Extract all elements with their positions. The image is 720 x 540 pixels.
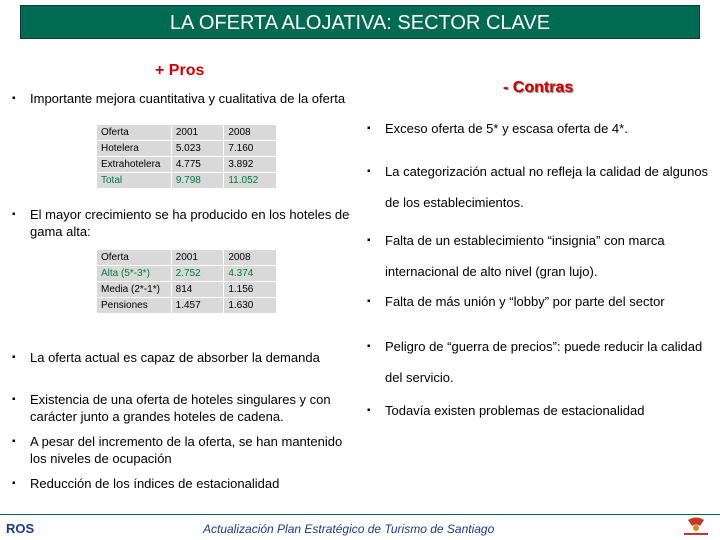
contras-bullet-2: ▪ La categorización actual no refleja la calidad de algunos de los establecimientos. bbox=[367, 156, 712, 218]
table-row bbox=[97, 282, 277, 298]
table-cell: 9.798 bbox=[171, 173, 224, 189]
table-header-cell: 2001 bbox=[171, 250, 224, 266]
bullet-dot-icon: ▪ bbox=[367, 166, 371, 177]
bullet-dot-icon: ▪ bbox=[367, 235, 371, 246]
table-row bbox=[97, 266, 277, 282]
table-header-row bbox=[97, 250, 277, 266]
pros-bullet-1: ▪ Importante mejora cuantitativa y cualitativa de la oferta bbox=[12, 91, 346, 106]
bullet-dot-icon: ▪ bbox=[12, 352, 16, 363]
bullet-dot-icon: ▪ bbox=[367, 341, 371, 352]
bullet-dot-icon: ▪ bbox=[12, 209, 16, 220]
bullet-dot-icon: ▪ bbox=[367, 405, 371, 416]
table-cell: 1.156 bbox=[224, 282, 277, 298]
table-row bbox=[97, 141, 277, 157]
slide-title: LA OFERTA ALOJATIVA: SECTOR CLAVE bbox=[20, 5, 700, 39]
table-row bbox=[97, 157, 277, 173]
table-cell: Pensiones bbox=[97, 298, 172, 314]
santiago-logo-icon bbox=[676, 516, 716, 538]
table-header-cell: Oferta bbox=[97, 125, 172, 141]
table-row bbox=[97, 173, 277, 189]
contras-bullet-6: ▪ Todavía existen problemas de estacionalidad bbox=[367, 403, 645, 418]
table-row bbox=[97, 298, 277, 314]
pros-bullet-4: ▪ Existencia de una oferta de hoteles singulares y con carácter junto a grandes hoteles de cadena. bbox=[12, 392, 331, 424]
contras-bullet-1: ▪ Exceso oferta de 5* y escasa oferta de 4*. bbox=[367, 121, 628, 136]
table-header-row bbox=[97, 125, 277, 141]
footer-caption: Actualización Plan Estratégico de Turismo de Santiago bbox=[203, 522, 495, 536]
table-cell: 5.023 bbox=[171, 141, 224, 157]
bullet-dot-icon: ▪ bbox=[12, 478, 16, 489]
bullet-dot-icon: ▪ bbox=[367, 296, 371, 307]
table-cell: 7.160 bbox=[224, 141, 277, 157]
oferta-table-2 bbox=[96, 249, 277, 314]
pros-bullet-3: ▪ La oferta actual es capaz de absorber la demanda bbox=[12, 350, 320, 365]
bullet-dot-icon: ▪ bbox=[12, 93, 16, 104]
table-cell: 4.374 bbox=[224, 266, 277, 282]
oferta-table-1 bbox=[96, 124, 277, 189]
table-cell: Total bbox=[97, 173, 172, 189]
table-cell: Media (2*-1*) bbox=[97, 282, 172, 298]
bullet-dot-icon: ▪ bbox=[367, 123, 371, 134]
table-header-cell: Oferta bbox=[97, 250, 172, 266]
pros-bullet-6: ▪ Reducción de los índices de estacionalidad bbox=[12, 476, 280, 491]
table-cell: 2.752 bbox=[171, 266, 224, 282]
table-cell: Alta (5*-3*) bbox=[97, 266, 172, 282]
table-cell: 4.775 bbox=[171, 157, 224, 173]
contras-heading: - Contras bbox=[503, 79, 574, 96]
footer-divider bbox=[0, 514, 720, 515]
pros-bullet-5: ▪ A pesar del incremento de la oferta, se han mantenido los niveles de ocupación bbox=[12, 434, 343, 466]
table-header-cell: 2008 bbox=[224, 125, 277, 141]
table-cell: 3.892 bbox=[224, 157, 277, 173]
bullet-dot-icon: ▪ bbox=[12, 436, 16, 447]
pros-heading: + Pros bbox=[155, 62, 205, 79]
bullet-dot-icon: ▪ bbox=[12, 394, 16, 405]
table-cell: Hotelera bbox=[97, 141, 172, 157]
table-cell: 814 bbox=[171, 282, 224, 298]
pros-bullet-2: ▪ El mayor crecimiento se ha producido en los hoteles de gama alta: bbox=[12, 207, 350, 239]
footer-brand: ROS bbox=[6, 521, 35, 536]
contras-bullet-4: ▪ Falta de más unión y “lobby” por parte del sector bbox=[367, 294, 665, 309]
table-header-cell: 2001 bbox=[171, 125, 224, 141]
table-cell: 1.457 bbox=[171, 298, 224, 314]
table-cell: Extrahotelera bbox=[97, 157, 172, 173]
table-cell: 1.630 bbox=[224, 298, 277, 314]
contras-bullet-3: ▪ Falta de un establecimiento “insignia” con marca internacional de alto nivel (gran lujo). bbox=[367, 225, 712, 287]
table-cell: 11.052 bbox=[224, 173, 277, 189]
table-header-cell: 2008 bbox=[224, 250, 277, 266]
contras-bullet-5: ▪ Peligro de “guerra de precios”: puede reducir la calidad del servicio. bbox=[367, 331, 712, 393]
